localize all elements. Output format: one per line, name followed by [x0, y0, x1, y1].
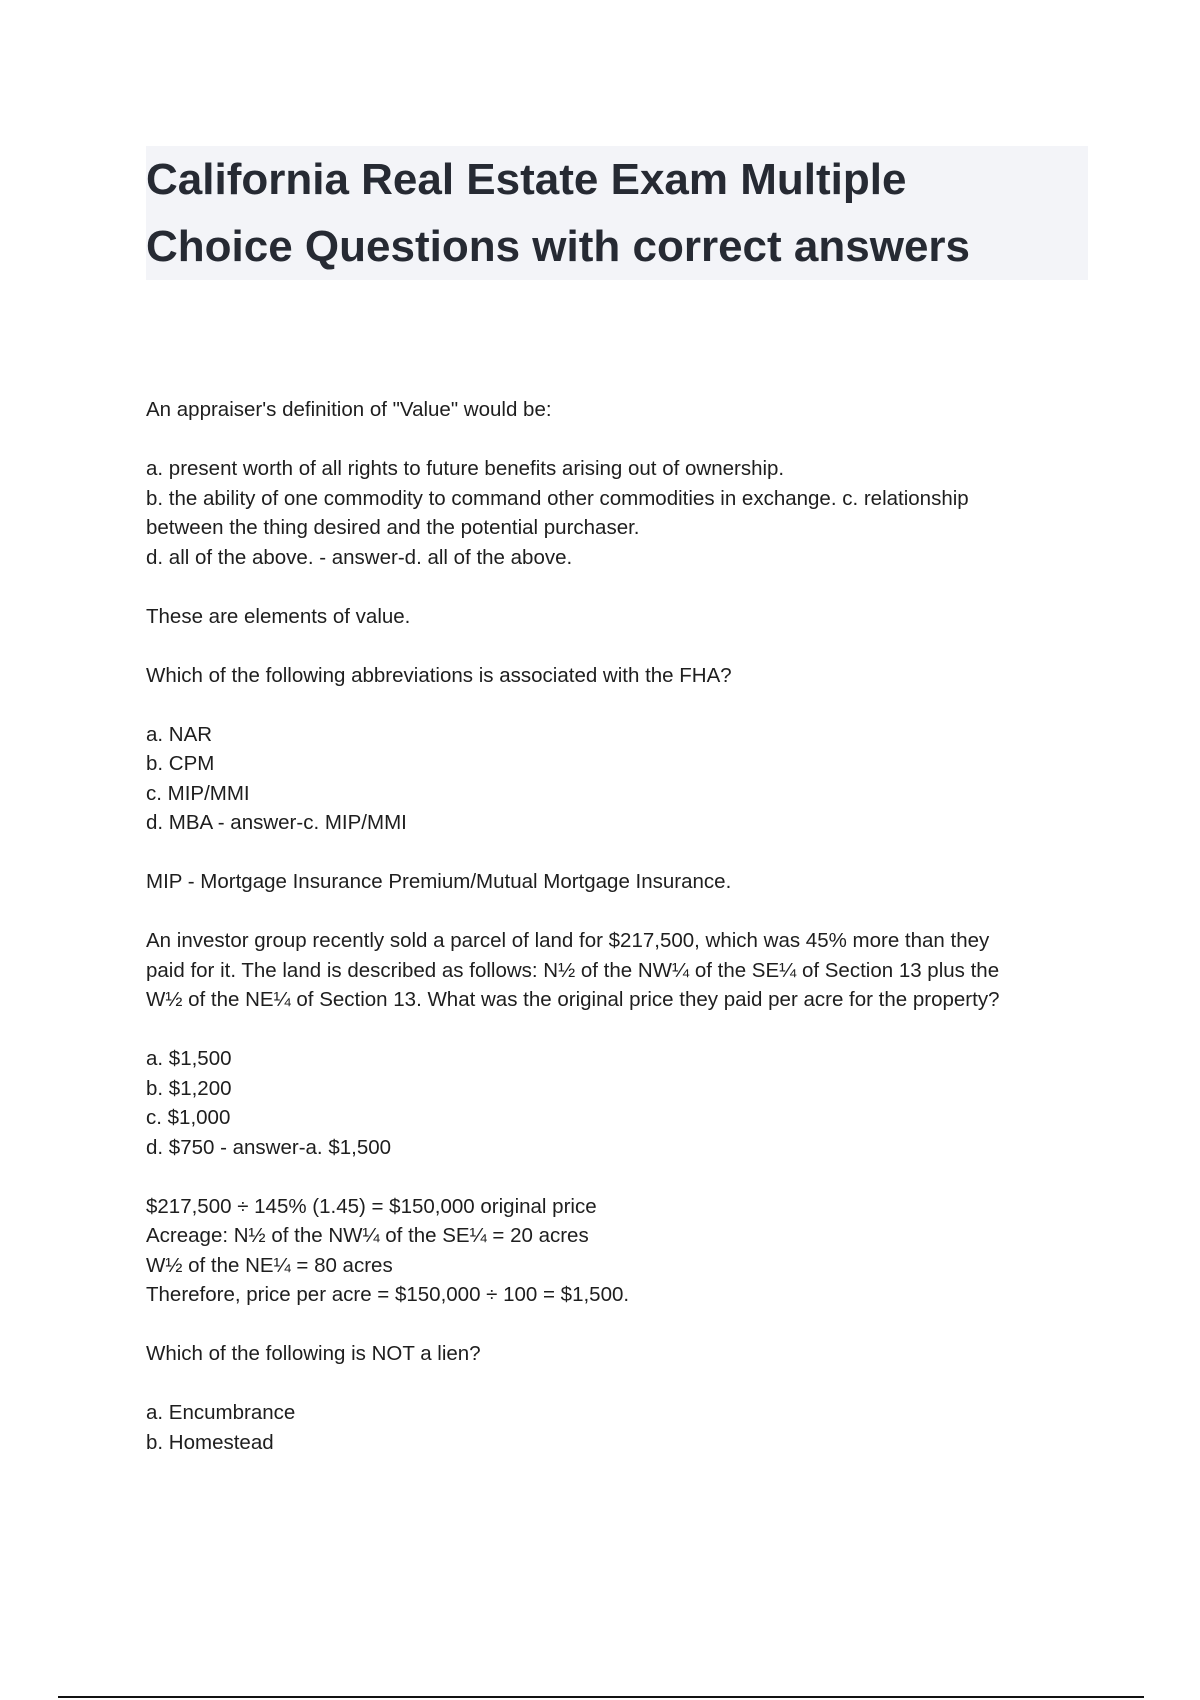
option: c. $1,000: [146, 1106, 231, 1129]
option: c. MIP/MMI: [146, 781, 250, 805]
option: a. Encumbrance: [146, 1401, 296, 1424]
question-1: An appraiser's definition of "Value" would be:: [146, 398, 552, 421]
question-line: W½ of the NE¼ of Section 13. What was the original price they paid per acre for the property?: [146, 988, 1000, 1011]
explanation-line: $217,500 ÷ 145% (1.45) = $150,000 original price: [146, 1194, 597, 1218]
question-2: Which of the following abbreviations is associated with the FHA?: [146, 663, 732, 687]
document-body: [146, 395, 1091, 1487]
option-answer: d. all of the above. - answer-d. all of the above.: [146, 545, 573, 569]
explanation-line: W½ of the NE¼ = 80 acres: [146, 1253, 393, 1277]
question-line: An investor group recently sold a parcel of land for $217,500, which was 45% more than they: [146, 929, 990, 952]
footer-divider: [58, 1696, 1144, 1698]
option: b. $1,200: [146, 1076, 232, 1100]
option: between the thing desired and the potential purchaser.: [146, 516, 640, 539]
title-box: [146, 146, 1088, 280]
option: b. Homestead: [146, 1430, 274, 1454]
question-3-explanation: [146, 1192, 1091, 1310]
option-answer: d. $750 - answer-a. $1,500: [146, 1135, 392, 1159]
title-line: Choice Questions with correct answers: [146, 222, 971, 271]
option: b. the ability of one commodity to command other commodities in exchange. c. relationship: [146, 486, 969, 510]
option: a. present worth of all rights to future benefits arising out of ownership.: [146, 457, 785, 480]
option: a. NAR: [146, 722, 213, 746]
question-2-explanation: MIP - Mortgage Insurance Premium/Mutual Mortgage Insurance.: [146, 870, 732, 893]
question-2-options: [146, 720, 1091, 838]
option: b. CPM: [146, 752, 215, 775]
explanation-line: Acreage: N½ of the NW¼ of the SE¼ = 20 acres: [146, 1224, 589, 1247]
title-line: California Real Estate Exam Multiple: [146, 155, 907, 204]
explanation-line: Therefore, price per acre = $150,000 ÷ 100 = $1,500.: [146, 1283, 630, 1306]
question-4-options: [146, 1398, 1091, 1457]
document-title: [146, 146, 1088, 280]
option: a. $1,500: [146, 1047, 232, 1070]
question-3-options: [146, 1044, 1091, 1162]
question-line: paid for it. The land is described as follows: N½ of the NW¼ of the SE¼ of Section 13 plus the: [146, 958, 1000, 982]
option-answer: d. MBA - answer-c. MIP/MMI: [146, 811, 407, 834]
question-1-explanation: These are elements of value.: [146, 604, 411, 628]
question-4: Which of the following is NOT a lien?: [146, 1342, 481, 1365]
question-3: [146, 926, 1091, 1015]
question-1-options: [146, 454, 1091, 572]
